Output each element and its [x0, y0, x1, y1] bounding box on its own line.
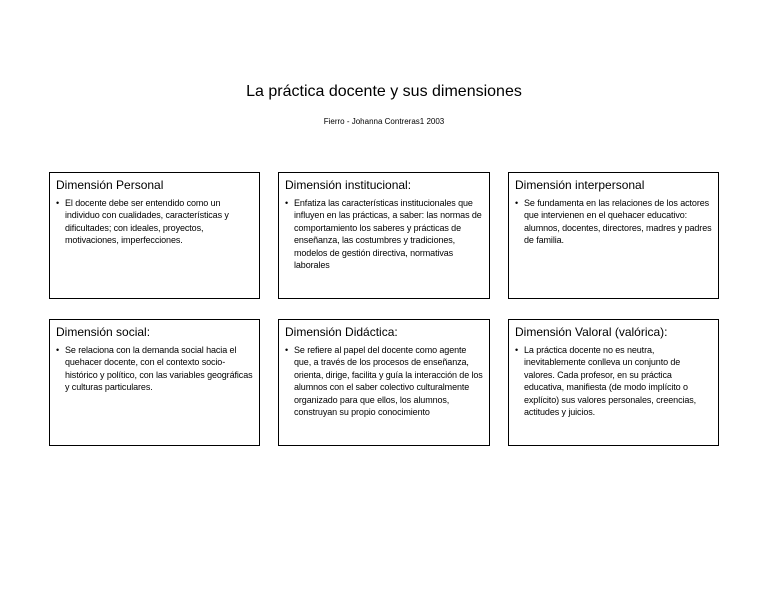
bullet-text: Enfatiza las características institucionales que influyen en las prácticas, a saber: las normas de comportamiento los saberes y prácticas de enseñanza, las costumbres y tradiciones, modelos de gestión directiva, normativas laborales: [294, 198, 482, 271]
card-dimension-personal: [49, 172, 260, 299]
card-dimension-valoral: [508, 319, 719, 446]
bullet-item: [56, 344, 253, 394]
bullet-icon: •: [515, 198, 519, 208]
bullet-text: Se relaciona con la demanda social hacia el quehacer docente, con el contexto socio-histórico y político, con las variables geográficas y culturas particulares.: [65, 345, 253, 393]
page-title: La práctica docente y sus dimensiones: [246, 83, 522, 100]
bullet-text: Se refiere al papel del docente como agente que, a través de los procesos de enseñanza, orienta, dirige, facilita y guía la interacción de los alumnos con el saber colectivo culturalmente organizado para que ellos, los alumnos, construyan su propio conocimiento: [294, 345, 483, 418]
card-dimension-institucional: [278, 172, 490, 299]
card-title: Dimensión Valoral (valórica):: [515, 325, 668, 339]
card-title: Dimensión interpersonal: [515, 178, 645, 192]
bullet-text: Se fundamenta en las relaciones de los actores que intervienen en el quehacer educativo: alumnos, docentes, directores, madres y padres de familia.: [524, 198, 712, 246]
bullet-item: [285, 197, 483, 271]
bullet-icon: •: [285, 198, 289, 208]
page-subtitle: Fierro - Johanna Contreras1 2003: [323, 117, 445, 126]
card-dimension-didactica: [278, 319, 490, 446]
card-title: Dimensión social:: [56, 325, 151, 339]
bullet-text: La práctica docente no es neutra, inevitablemente conlleva un conjunto de valores. Cada profesor, en su práctica educativa, manifiesta (de modo implícito o explícito) sus valores personales, creencias, actitudes y juicios.: [524, 345, 697, 418]
bullet-icon: •: [56, 198, 60, 208]
bullet-item: [515, 197, 712, 247]
bullet-item: [56, 197, 253, 247]
card-dimension-social: [49, 319, 260, 446]
card-title: Dimensión Didáctica:: [285, 325, 398, 339]
bullet-icon: •: [56, 345, 60, 355]
bullet-icon: •: [515, 345, 519, 355]
card-dimension-interpersonal: [508, 172, 719, 299]
card-title: Dimensión institucional:: [285, 178, 412, 192]
bullet-item: [285, 344, 483, 418]
bullet-text: El docente debe ser entendido como un individuo con cualidades, características y dificultades; con ideales, proyectos, motivaciones, imperfecciones.: [65, 198, 229, 246]
bullet-icon: •: [285, 345, 289, 355]
card-title: Dimensión Personal: [56, 178, 164, 192]
bullet-item: [515, 344, 712, 418]
